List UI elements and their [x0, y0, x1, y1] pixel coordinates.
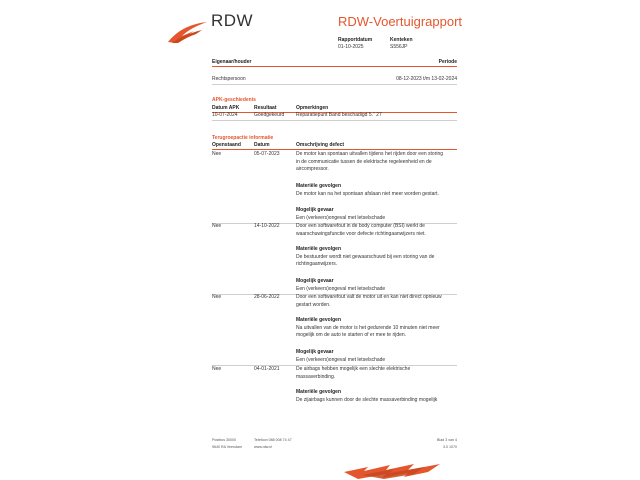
report-date-value: 01-10-2025 — [338, 44, 364, 50]
recall-material: Materiële gevolgen Na uitvallen van de motor is het gedurende 10 minuten niet meer mogelijk om de auto te starten of er mee te rijden. — [296, 317, 440, 338]
period-label: Periode — [438, 59, 457, 65]
apk-section-title: APK-geschiedenis — [212, 97, 256, 103]
recall-open: Nee — [212, 366, 222, 372]
footer-phone: Telefoon 088 008 74 47 — [254, 438, 292, 442]
footer-postbus-block — [212, 437, 242, 451]
apk-row-remark: Reparatiepunt Band beschadigd 5." 27 — [296, 112, 382, 118]
recall-danger: Mogelijk gevaar Een (verkeers)ongeval met letselschade — [296, 349, 386, 363]
recall-defect: De motor kan spontaan uitvallen tijdens het rijden door een storing in de communicatie tussen de elektrische regeleenheid en de aircompressor. — [296, 151, 444, 172]
recall-defect: Door een softwarefout in de body computer (BSI) werkt de waarschuwingsfunctie voor defecte richtingaanwijzers niet. — [296, 223, 426, 237]
license-plate-block — [390, 37, 413, 51]
recall-header-date: Datum — [254, 142, 270, 148]
brand-name: RDW — [211, 11, 254, 30]
rdw-swoosh-icon — [344, 462, 452, 480]
recall-date: 14-10-2022 — [254, 223, 280, 229]
report-date-block — [338, 37, 372, 51]
owner-header — [212, 59, 457, 65]
footer-contact-block — [254, 437, 292, 451]
divider — [212, 120, 457, 121]
divider — [212, 84, 457, 85]
recall-defect: Door een softwarefout valt de motor uit en kan niet direct opnieuw gestart worden. — [296, 294, 442, 308]
divider — [212, 149, 457, 150]
recall-material: Materiële gevolgen De motor kan na het spontaan afslaan niet meer worden gestart. — [296, 183, 439, 197]
recall-open: Nee — [212, 223, 222, 229]
footer-version: 3.0 1070 — [443, 445, 457, 449]
recall-defect: De airbags hebben mogelijk een slechte elektrische massaverbinding. — [296, 366, 411, 380]
apk-header-result: Resultaat — [254, 105, 277, 111]
license-plate-label: Kenteken — [390, 37, 413, 43]
divider — [212, 66, 457, 67]
footer-page-block — [420, 437, 457, 451]
recall-section-title: Terugroepactie informatie — [212, 135, 274, 141]
recall-material: Materiële gevolgen De zijairbags kunnen door de slechte massaverbinding mogelijk — [296, 389, 438, 403]
recall-danger: Mogelijk gevaar Een (verkeers)ongeval met letselschade — [296, 278, 386, 292]
footer-page-number: Blad 3 van 4 — [437, 438, 457, 442]
apk-row-result: Goedgekeurd — [254, 112, 285, 118]
license-plate-value: S556JP — [390, 44, 408, 50]
apk-row-date: 10-07-2024 — [212, 112, 238, 118]
rdw-logo-icon — [166, 20, 208, 44]
recall-date: 28-06-2022 — [254, 294, 280, 300]
recall-danger: Mogelijk gevaar Een (verkeers)ongeval met letselschade — [296, 207, 386, 221]
report-title: RDW-Voertuigrapport — [338, 14, 463, 29]
owner-row — [212, 76, 457, 82]
apk-header-remarks: Opmerkingen — [296, 105, 329, 111]
owner-type: Rechtspersoon — [212, 76, 246, 82]
apk-header-date: Datum APK — [212, 105, 240, 111]
recall-date: 04-01-2021 — [254, 366, 280, 372]
owner-label: Eigenaar/houder — [212, 59, 252, 65]
footer-address: 9640 RA Veendam — [212, 445, 242, 449]
footer-web: www.rdw.nl — [254, 445, 272, 449]
report-date-label: Rapportdatum — [338, 37, 373, 43]
recall-header-defect: Omschrijving defect — [296, 142, 345, 148]
recall-open: Nee — [212, 294, 222, 300]
owner-period: 08-12-2023 t/m 13-02-2024 — [396, 76, 457, 82]
footer-postbus: Postbus 30000 — [212, 438, 236, 442]
recall-date: 05-07-2023 — [254, 151, 280, 157]
recall-header-open: Openstaand — [212, 142, 241, 148]
recall-open: Nee — [212, 151, 222, 157]
recall-material: Materiële gevolgen De bestuurder wordt niet gewaarschuwd bij een storing van de richtingaanwijzers. — [296, 246, 435, 267]
